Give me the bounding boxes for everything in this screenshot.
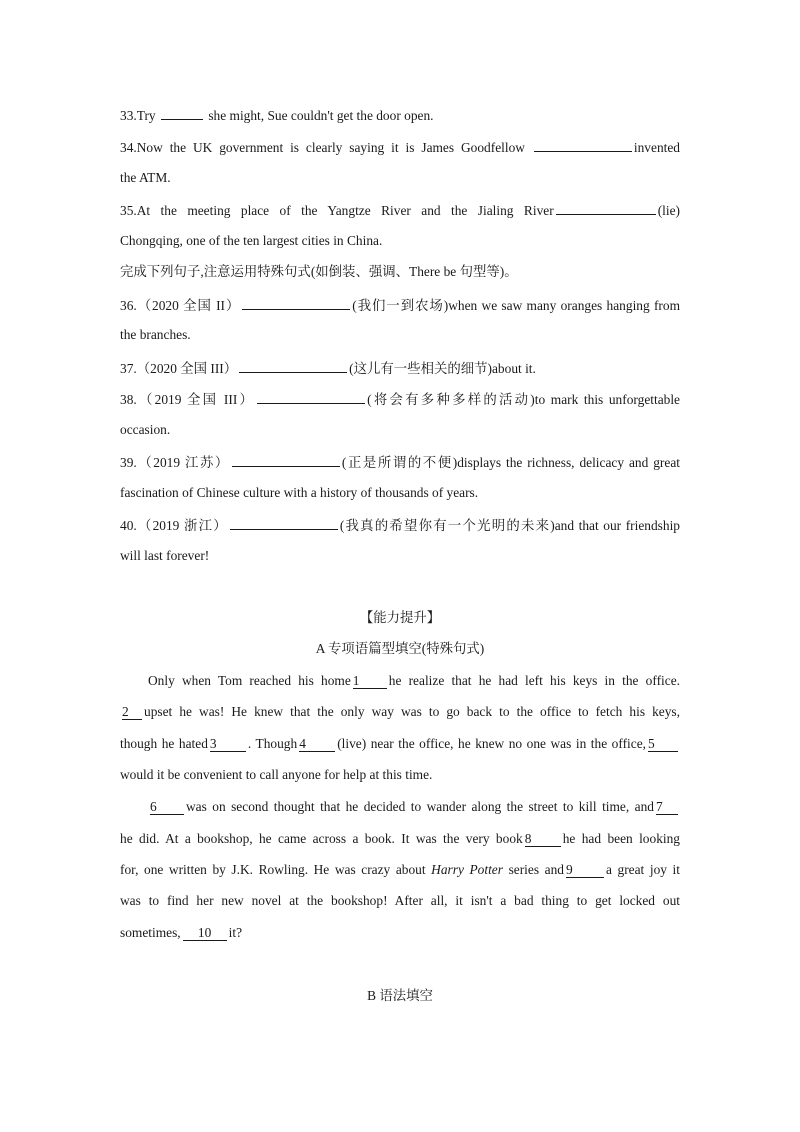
q40-blank[interactable] [230,516,338,530]
passage-blank-8[interactable]: 8 [525,832,561,847]
passage-text: Only when Tom reached his home [148,673,351,688]
q38-text-post: to mark this unforgettable [534,392,681,407]
q40-text-pre: 40.（2019 浙江） [120,518,228,533]
q40-hint: (我真的希望你有一个光明的未来) [339,518,555,533]
passage-line-7 [120,862,680,878]
q38-text-pre: 38.（2019 全国 III） [120,392,256,407]
section-heading-a: A 专项语篇型填空(特殊句式) [315,641,485,656]
q39-text-post: displays the richness, delicacy and great [457,455,680,470]
passage-text: series and [508,862,564,877]
q34-blank[interactable] [534,138,632,152]
passage-blank-10[interactable]: 10 [183,926,227,941]
passage-text: he did. At a bookshop, he came across a book. It was the very book [120,831,523,846]
passage-text: was on second thought that he decided to wander along the street to kill time, and [186,799,654,814]
passage-text: he had been looking [562,831,681,846]
question-37 [120,359,680,377]
q36-hint: (我们一到农场) [352,298,449,313]
q37-hint: (这儿有一些相关的细节) [349,361,492,376]
q36-text-pre: 36.（2020 全国 II） [120,298,241,313]
passage-line-6 [120,831,680,847]
question-33 [120,106,680,124]
q36-blank[interactable] [242,296,350,310]
instruction-text: 完成下列句子,注意运用特殊句式(如倒装、强调、There be 句型等)。 [120,264,518,279]
q33-text-pre: 33.Try [120,108,156,123]
q33-blank[interactable] [161,106,203,120]
q35-hint: (lie) [657,203,680,218]
passage-text: sometimes, [120,925,181,940]
question-38-cont: occasion. [120,422,171,437]
q39-blank[interactable] [232,453,340,467]
passage-text: he realize that he had left his keys in the office. [388,673,680,688]
question-34-cont: the ATM. [120,170,171,185]
question-40-cont: will last forever! [120,548,210,563]
question-35 [120,201,680,219]
q38-hint: (将会有多种多样的活动) [367,392,535,407]
question-39-cont: fascination of Chinese culture with a history of thousands of years. [120,485,479,500]
passage-blank-9[interactable]: 9 [566,863,604,878]
q37-text-post: about it. [491,361,536,376]
passage-blank-7[interactable]: 7 [656,800,678,815]
passage-blank-2[interactable]: 2 [122,705,142,720]
passage-line-3 [120,736,680,752]
passage-text: . Though [247,736,298,751]
section-heading-ability: 【能力提升】 [359,610,441,625]
q35-blank[interactable] [556,201,656,215]
question-36 [120,296,680,314]
book-title: Harry Potter [431,862,503,877]
passage-text: though he hated [120,736,208,751]
passage-blank-4[interactable]: 4 [299,737,335,752]
q37-text-pre: 37.（2020 全国 III） [120,361,238,376]
passage-text: for, one written by J.K. Rowling. He was crazy about [120,862,426,877]
passage-line-8: was to find her new novel at the bookshop! After all, it isn't a bad thing to get locked out [120,893,680,908]
q34-text-post: invented [633,140,680,155]
question-39 [120,453,680,471]
q39-text-pre: 39.（2019 江苏） [120,455,230,470]
passage-text: upset he was! He knew that the only way was to go back to the office to fetch his keys, [144,704,680,719]
question-36-cont: the branches. [120,327,191,342]
passage-line-4: would it be convenient to call anyone for help at this time. [120,767,433,782]
passage-text: it? [228,925,243,940]
passage-text: a great joy it [605,862,680,877]
question-40 [120,516,680,534]
passage-blank-5[interactable]: 5 [648,737,678,752]
q37-blank[interactable] [239,359,347,373]
passage-line-2 [120,704,680,720]
question-35-cont: Chongqing, one of the ten largest cities in China. [120,233,383,248]
q40-text-post: and that our friendship [554,518,680,533]
passage-blank-3[interactable]: 3 [210,737,246,752]
passage-line-9 [120,925,680,941]
q36-text-post: when we saw many oranges hanging from [448,298,681,313]
passage-line-1 [148,673,680,689]
q35-text-pre: 35.At the meeting place of the Yangtze River and the Jialing River [120,203,554,218]
question-38 [120,390,680,408]
question-34 [120,138,680,156]
section-heading-b: B 语法填空 [367,988,433,1003]
q34-text-pre: 34.Now the UK government is clearly saying it is James Goodfellow [120,140,525,155]
passage-text: (live) near the office, he knew no one was in the office, [337,736,647,751]
q39-hint: (正是所谓的不便) [341,455,458,470]
passage-blank-1[interactable]: 1 [353,674,387,689]
passage-blank-6[interactable]: 6 [150,800,184,815]
q38-blank[interactable] [257,390,365,404]
q33-text-post: she might, Sue couldn't get the door open. [208,108,434,123]
passage-line-5 [148,799,680,815]
